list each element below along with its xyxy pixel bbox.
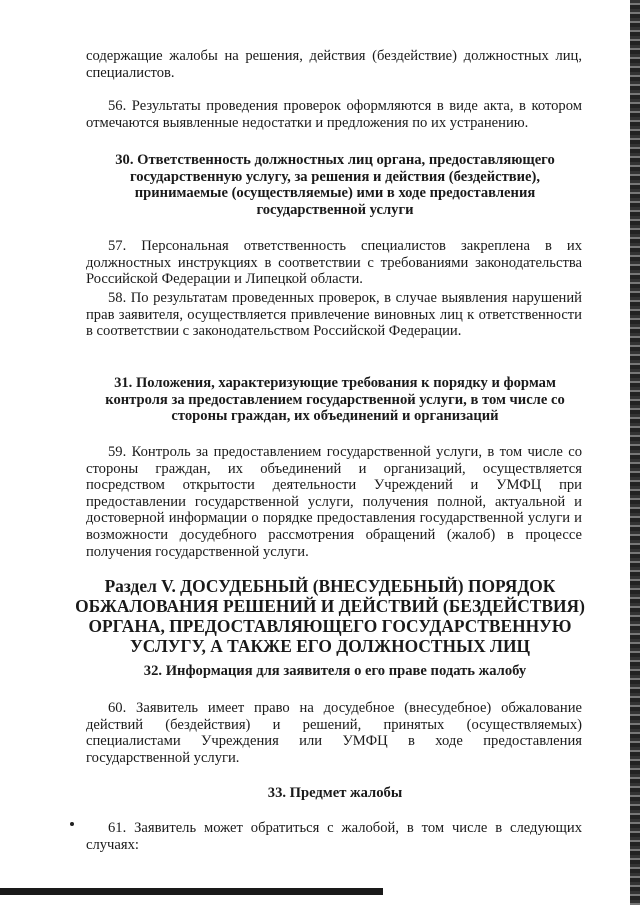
scan-bottom-bar	[0, 888, 383, 895]
section-v-heading: Раздел V. ДОСУДЕБНЫЙ (ВНЕСУДЕБНЫЙ) ПОРЯДОК ОБЖАЛОВАНИЯ РЕШЕНИЙ И ДЕЙСТВИЙ (БЕЗДЕЙСТВИЯ) ОРГАНА, ПРЕДОСТАВЛЯЮЩЕГО ГОСУДАРСТВЕННУЮ УСЛУГУ, А ТАКЖЕ ЕГО ДОЛЖНОСТНЫХ ЛИЦ	[75, 576, 585, 656]
heading-30: 30. Ответственность должностных лиц органа, предоставляющего государственную услугу, за решения и действия (бездействие), принимаемые (осуществляемые) ими в ходе предоставления государственной услуги	[115, 152, 555, 218]
paragraph-continuation: содержащие жалобы на решения, действия (бездействие) должностных лиц, специалистов.	[86, 48, 582, 81]
paragraph-58: 58. По результатам проведенных проверок, в случае выявления нарушений прав заявителя, осуществляется привлечение виновных лиц к ответственности в соответствии с законодательством Российской Федерации.	[86, 290, 582, 340]
paragraph-57: 57. Персональная ответственность специалистов закреплена в их должностных инструкциях в соответствии с требованиями законодательства Российской Федерации и Липецкой области.	[86, 238, 582, 288]
paragraph-60: 60. Заявитель имеет право на досудебное (внесудебное) обжалование действий (бездействия) и решений, принятых (осуществляемых) специалистами Учреждения или УМФЦ в ходе предоставления государственной услуги.	[86, 700, 582, 766]
paragraph-56: 56. Результаты проведения проверок оформляются в виде акта, в котором отмечаются выявленные недостатки и предложения по их устранению.	[86, 98, 582, 131]
heading-33: 33. Предмет жалобы	[267, 785, 403, 801]
paragraph-59: 59. Контроль за предоставлением государственной услуги, в том числе со стороны граждан, их объединений и организаций, осуществляется посредством открытости деятельности Учреждений и УМФЦ при предоставлении государственной услуги, получения полной, актуальной и достоверной информации о порядке предоставления государственной услуги и возможности досудебного рассмотрения обращений (жалоб) в процессе получения государственной услуги.	[86, 444, 582, 560]
scan-right-edge	[630, 0, 640, 905]
bullet-mark-icon	[70, 822, 74, 826]
paragraph-61: 61. Заявитель может обратиться с жалобой, в том числе в следующих случаях:	[86, 820, 582, 853]
heading-32: 32. Информация для заявителя о его праве подать жалобу	[143, 663, 527, 679]
heading-31: 31. Положения, характеризующие требования к порядку и формам контроля за предоставлением государственной услуги, в том числе со стороны граждан, их объединений и организаций	[105, 375, 565, 425]
